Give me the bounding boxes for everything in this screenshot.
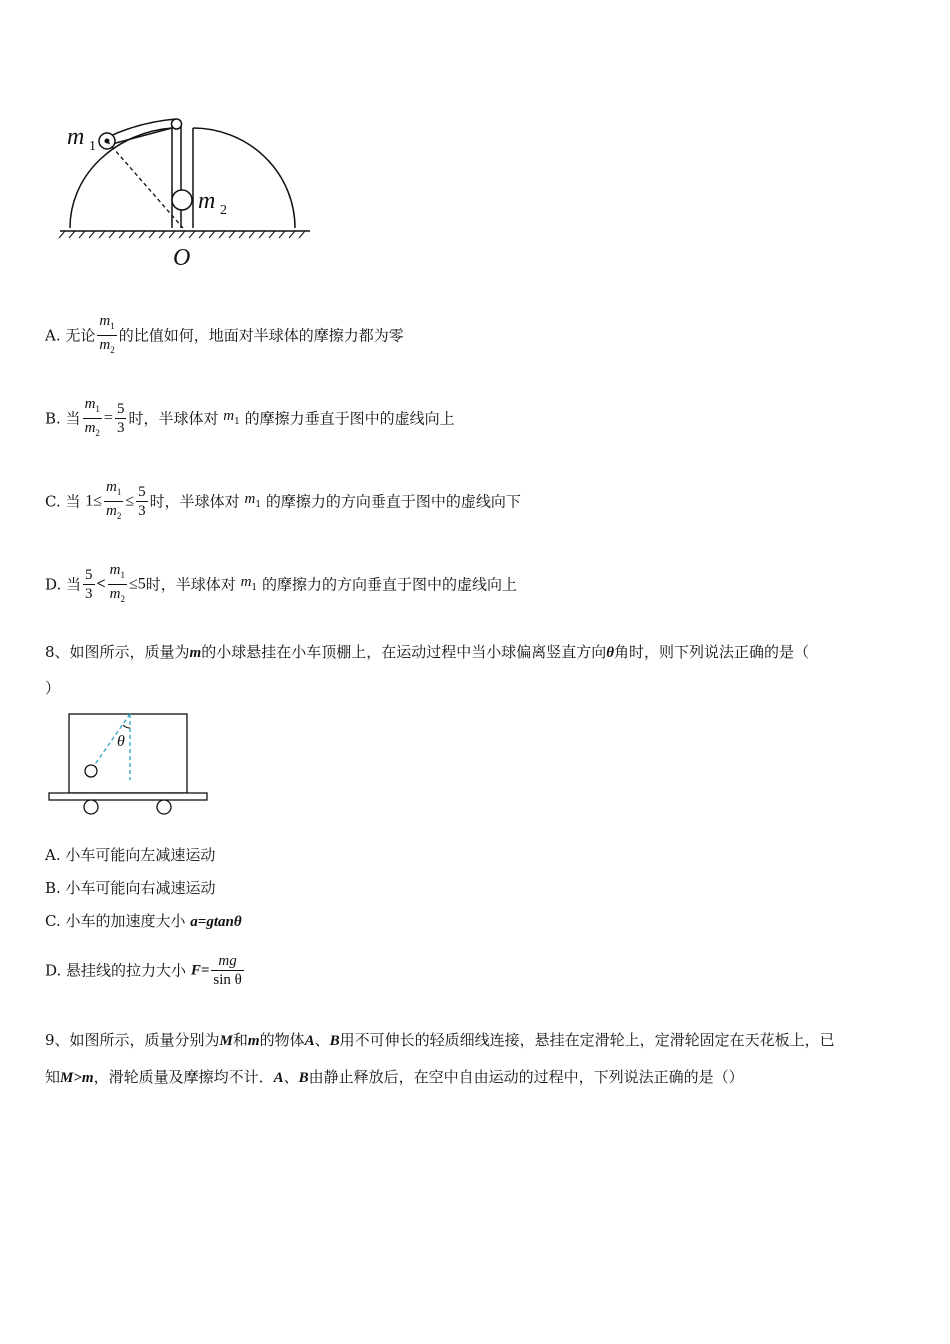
mass-m2 [172,190,192,210]
q7-option-a: A. 无论 $\frac{m_1}{m_2}$ 的比值如何，地面对半球体的摩擦力都为零 [45,312,404,359]
q8-option-b: B. 小车可能向右减速运动 [45,879,216,897]
label-m1-sub: 1 [89,139,96,154]
label-m2-sub: 2 [220,203,227,218]
wheel-left [84,800,98,814]
cart-figure [45,708,215,820]
q7-option-c: C. 当 1≤ $\frac{m_1}{m_2}$ ≤ $\frac{5}{3}$ 时，半球体对 $m_1$ 的摩擦力的方向垂直于图中的虚线向下 [45,478,521,525]
label-m1: m [67,124,85,150]
cart-base [49,793,207,800]
hemisphere-left [70,128,172,228]
hemisphere-figure [55,110,325,280]
q8-stem-line1: 8、如图所示，质量为m的小球悬挂在小车顶棚上，在运动过程中当小球偏离竖直方向θ角时，则下列说法正确的是（ [45,643,810,661]
q7-option-d: D. 当 $\frac{5}{3}$ < $\frac{m_1}{m_2}$ ≤5时，半球体对 $m_1$ 的摩擦力的方向垂直于图中的虚线向上 [45,561,517,608]
q8-option-c: C. 小车的加速度大小 a=gtanθ [45,912,242,930]
label-O: O [173,245,191,271]
pulley [172,119,182,129]
ground-hatching [59,231,305,238]
string-m1-lower [112,128,172,144]
wheel-right [157,800,171,814]
fraction-m1-m2: $\frac{m_1}{m_2}$ [97,312,116,359]
q7-option-b: B. 当 $\frac{m_1}{m_2}$ = $\frac{5}{3}$ 时，半球体对 $m_1$ 的摩擦力垂直于图中的虚线向上 [45,395,455,442]
cart-body [69,714,187,793]
q8-option-a: A. 小车可能向左减速运动 [45,846,216,864]
q9-stem-line2: 知M>m，滑轮质量及摩擦均不计．A、B由静止释放后，在空中自由运动的过程中，下列说法正确的是（） [45,1068,744,1086]
pendulum-ball [85,765,97,777]
label-theta: θ [117,733,125,750]
q9-stem-line1: 9、如图所示，质量分别为M和m的物体A、B用不可伸长的轻质细线连接，悬挂在定滑轮上，定滑轮固定在天花板上，已 [45,1031,835,1049]
q8-option-d: D. 悬挂线的拉力大小 F= $\frac{mg}{\text{sin θ}}$ [45,953,242,988]
label-m2: m [198,188,216,214]
q8-stem-line2: ） [45,679,61,697]
